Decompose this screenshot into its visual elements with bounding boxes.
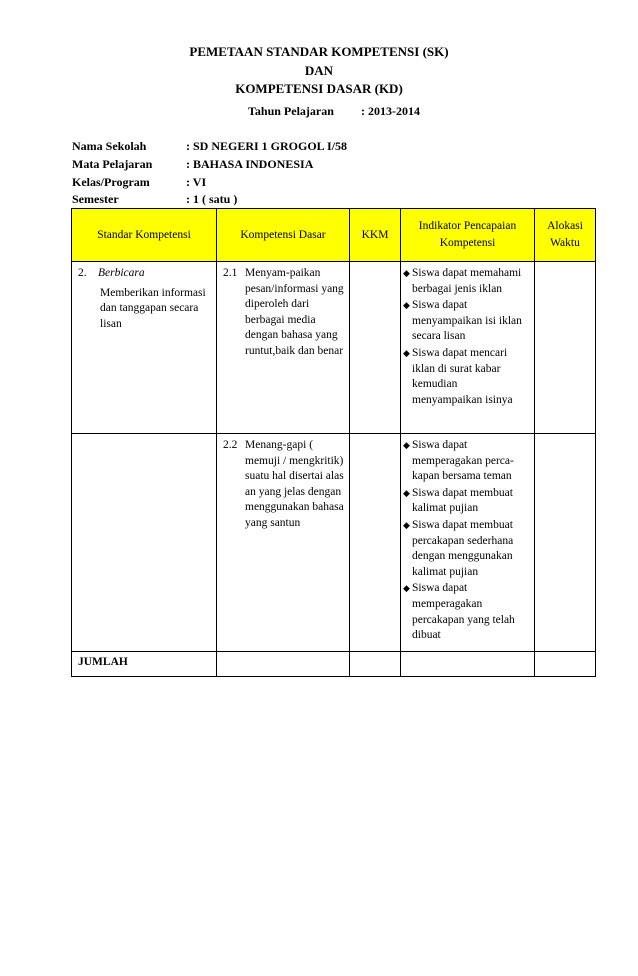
- info-subject: [72, 157, 313, 172]
- table-row: [72, 262, 596, 434]
- kd-cell: [217, 262, 350, 434]
- info-value: : VI: [186, 175, 207, 189]
- indicator-item: ◆ Siswa dapat memperagakan percakapan yang telah dibuat: [403, 582, 515, 642]
- info-class: [72, 175, 206, 190]
- academic-year-label: Tahun Pelajaran: [248, 104, 334, 118]
- info-semester: [72, 192, 237, 207]
- total-time-cell: [535, 651, 596, 677]
- kd-number: 2.1: [223, 267, 238, 279]
- sk-number: 2.: [78, 267, 87, 279]
- info-value: : 1 ( satu ): [186, 192, 238, 206]
- diamond-bullet-icon: ◆: [403, 268, 410, 278]
- total-label: JUMLAH: [78, 655, 128, 668]
- diamond-bullet-icon: ◆: [403, 300, 410, 311]
- kd-text: Menyam-paikan pesan/informasi yang diperoleh dari berbagai media dengan bahasa yang runtut,baik dan benar: [245, 267, 344, 357]
- indicator-item: ◆ Siswa dapat memperagakan perca-kapan bersama teman: [403, 439, 514, 483]
- header-kd: Kompetensi Dasar: [217, 209, 350, 262]
- diamond-bullet-icon: ◆: [403, 519, 410, 530]
- title-line-2: DAN: [304, 63, 334, 78]
- kkm-cell: [350, 434, 401, 652]
- kkm-cell: [350, 262, 401, 434]
- info-school: [72, 139, 347, 154]
- indicator-item: ◆ Siswa dapat menyampaikan isi iklan secara lisan: [403, 299, 522, 343]
- diamond-bullet-icon: ◆: [403, 347, 410, 358]
- total-kd-cell: [217, 651, 350, 677]
- table-header-row: [72, 209, 596, 262]
- total-indicator-cell: [401, 651, 535, 677]
- info-key: Semester: [72, 192, 119, 206]
- kd-number: 2.2: [223, 439, 238, 451]
- header-sk: Standar Kompetensi: [72, 209, 217, 262]
- indicator-item: ◆ Siswa dapat mencari iklan di surat kabar kemudian menyampaikan isinya: [403, 346, 513, 406]
- title-line-3: KOMPETENSI DASAR (KD): [235, 81, 403, 96]
- academic-year-value: : 2013-2014: [361, 104, 420, 118]
- competency-table: [71, 208, 596, 677]
- info-value: : BAHASA INDONESIA: [186, 157, 314, 171]
- diamond-bullet-icon: ◆: [403, 583, 410, 594]
- sk-cell: [72, 262, 217, 434]
- table-row: [72, 434, 596, 652]
- header-time: Alokasi Waktu: [535, 209, 596, 262]
- indicator-item: ◆ Siswa dapat memahami berbagai jenis iklan: [403, 267, 522, 295]
- kd-text: Menang-gapi ( memuji / mengkritik) suatu hal disertai alas an yang jelas dengan menggunakan bahasa yang santun: [245, 439, 344, 529]
- header-kkm: KKM: [350, 209, 401, 262]
- sk-body: Memberikan informasi dan tanggapan secara lisan: [100, 286, 206, 330]
- header-indicator: Indikator Pencapaian Kompetensi: [401, 209, 535, 262]
- kd-cell: [217, 434, 350, 652]
- info-value: : SD NEGERI 1 GROGOL I/58: [186, 139, 348, 153]
- sk-title: Berbicara: [98, 267, 145, 279]
- title-line-1: PEMETAAN STANDAR KOMPETENSI (SK): [189, 44, 449, 59]
- info-key: Mata Pelajaran: [72, 157, 153, 171]
- total-kkm-cell: [350, 651, 401, 677]
- total-label-cell: [72, 651, 217, 677]
- diamond-bullet-icon: ◆: [403, 440, 410, 450]
- diamond-bullet-icon: ◆: [403, 487, 410, 498]
- info-key: Kelas/Program: [72, 175, 150, 189]
- total-row: [72, 651, 596, 677]
- sk-cell-empty: [72, 434, 217, 652]
- indicator-cell: [401, 262, 535, 434]
- indicator-item: ◆ Siswa dapat membuat percakapan sederhana dengan menggunakan kalimat pujian: [403, 518, 514, 578]
- indicator-item: ◆ Siswa dapat membuat kalimat pujian: [403, 486, 513, 515]
- time-cell: [535, 262, 596, 434]
- academic-year: [248, 104, 420, 119]
- time-cell: [535, 434, 596, 652]
- info-key: Nama Sekolah: [72, 139, 147, 153]
- indicator-cell: [401, 434, 535, 652]
